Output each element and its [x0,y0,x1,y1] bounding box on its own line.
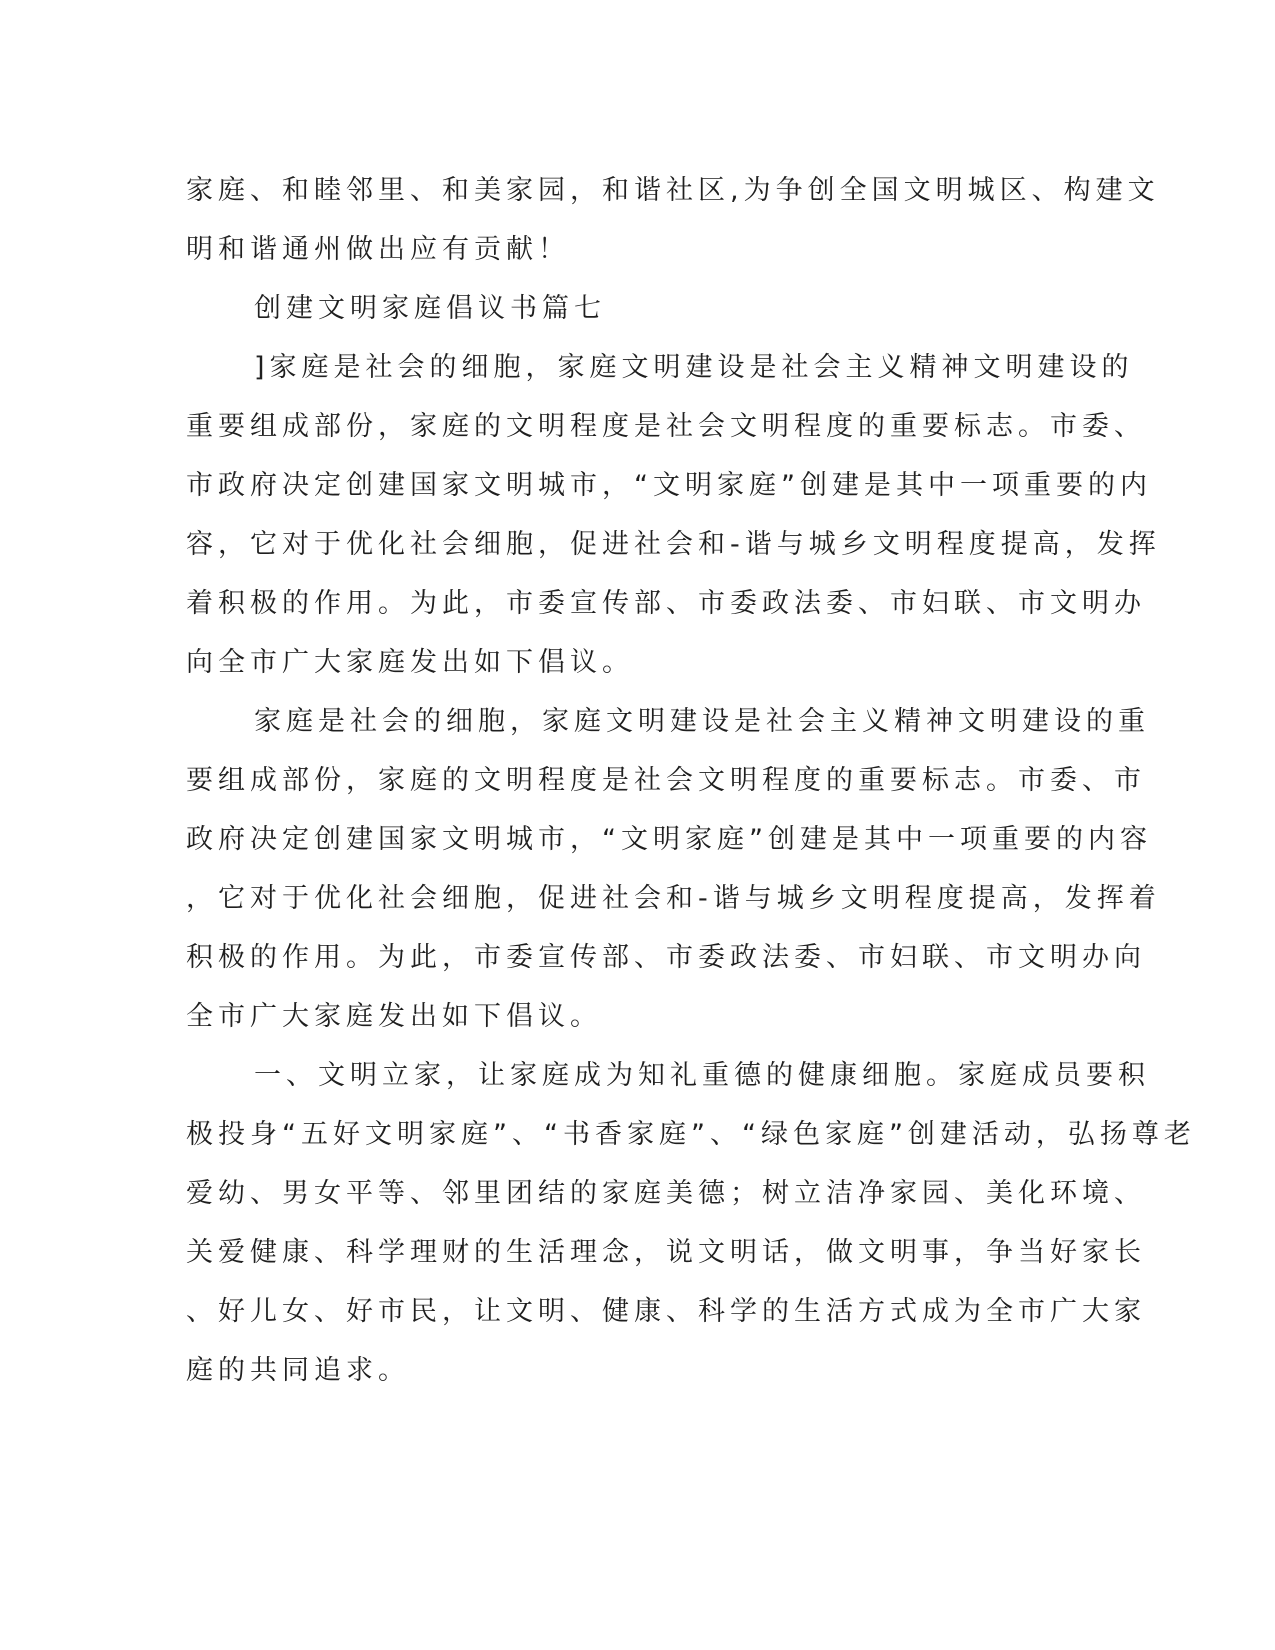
text-line: 关爱健康、科学理财的生活理念，说文明话，做文明事，争当好家长 [186,1237,1146,1268]
text-line: 要组成部份，家庭的文明程度是社会文明程度的重要标志。市委、市 [186,765,1146,796]
text-line: 着积极的作用。为此，市委宣传部、市委政法委、市妇联、市文明办 [186,588,1146,619]
text-line: 庭的共同追求。 [186,1355,410,1386]
text-line: 政府决定创建国家文明城市，“文明家庭”创建是其中一项重要的内容 [186,824,1152,855]
text-line: 家庭是社会的细胞，家庭文明建设是社会主义精神文明建设的重 [254,706,1150,737]
text-line: 爱幼、男女平等、邻里团结的家庭美德；树立洁净家园、美化环境、 [186,1178,1146,1209]
text-line: 极投身“五好文明家庭”、“书香家庭”、“绿色家庭”创建活动，弘扬尊老 [186,1119,1196,1150]
text-line: 全市广大家庭发出如下倡议。 [186,1001,602,1032]
text-line: 一、文明立家，让家庭成为知礼重德的健康细胞。家庭成员要积 [254,1060,1150,1091]
text-line: 积极的作用。为此，市委宣传部、市委政法委、市妇联、市文明办向 [186,942,1146,973]
text-line: 、好儿女、好市民，让文明、健康、科学的生活方式成为全市广大家 [186,1296,1146,1327]
text-line: 明和谐通州做出应有贡献！ [186,234,570,265]
text-line: 重要组成部份，家庭的文明程度是社会文明程度的重要标志。市委、 [186,411,1146,442]
text-line: 市政府决定创建国家文明城市，“文明家庭”创建是其中一项重要的内 [186,470,1152,501]
body-text [186,161,1196,1400]
text-line: ，它对于优化社会细胞，促进社会和-谐与城乡文明程度提高，发挥着 [186,883,1161,914]
text-line: ]家庭是社会的细胞，家庭文明建设是社会主义精神文明建设的 [254,352,1134,383]
text-line: 家庭、和睦邻里、和美家园，和谐社区,为争创全国文明城区、构建文 [186,175,1160,206]
section-heading: 创建文明家庭倡议书篇七 [254,293,606,324]
text-line: 容，它对于优化社会细胞，促进社会和-谐与城乡文明程度提高，发挥 [186,529,1161,560]
text-line: 向全市广大家庭发出如下倡议。 [186,647,634,678]
